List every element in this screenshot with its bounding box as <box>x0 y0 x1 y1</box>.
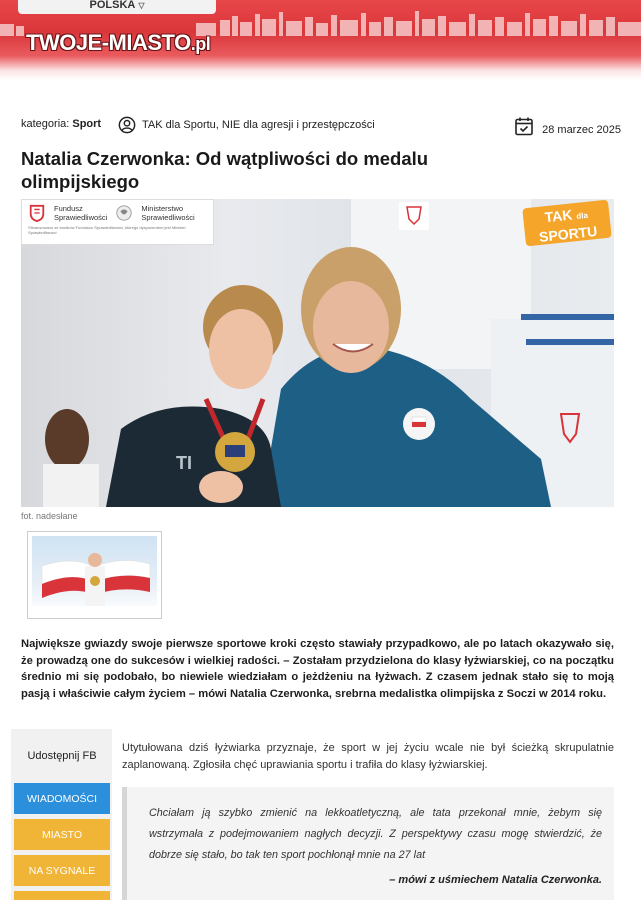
fundusz-shield-icon <box>28 204 46 222</box>
article-body-paragraph: Utytułowana dziś łyżwiarka przyznaje, że sport w jej życiu wcale nie był ścieżką skrupulatnie zaplanowaną. Zgłosiła chęć uprawiania sportu i trafiła do klasy łyżwiarskiej. <box>122 742 614 771</box>
fund-line-2: Sprawiedliwości <box>54 213 108 222</box>
badge-dla: dla <box>575 210 589 221</box>
photo-credit: fot. nadesłane <box>21 511 78 521</box>
hero-photo[interactable] <box>21 199 614 507</box>
publish-date <box>514 116 621 136</box>
logo-main: TWOJE-MIASTO <box>26 30 191 55</box>
quote-text: Chciałam ją szybko zmienić na lekkoatletyczną, ale tata przekonał mnie, żebym się wstrzymała z podejmowaniem nagłych decyzji. Z perspektywy czasu mogę stwierdzić, że dobrze się stało, bo tak ten sport pochłonął mnie na 27 lat <box>149 807 602 861</box>
svg-text:TI: TI <box>176 453 192 473</box>
nav-miasto[interactable]: MIASTO <box>14 819 110 850</box>
region-selector[interactable] <box>18 0 216 14</box>
nav-wiadomosci[interactable]: WIADOMOŚCI <box>14 783 110 814</box>
sponsor-logos <box>21 199 214 245</box>
gallery-thumbnail[interactable] <box>27 531 162 619</box>
region-label: POLSKA <box>89 0 136 11</box>
category-link[interactable]: Sport <box>72 118 102 130</box>
nav-next-item[interactable] <box>14 891 110 900</box>
site-header <box>0 0 641 80</box>
ministry-line-2: Sprawiedliwości <box>141 213 195 222</box>
badge-sportu: SPORTU <box>538 222 598 245</box>
logo-suffix: .pl <box>190 34 211 54</box>
category-label: kategoria: <box>21 118 70 130</box>
author[interactable] <box>118 116 375 134</box>
thumbnail-illustration <box>32 536 157 614</box>
date-text: 28 marzec 2025 <box>542 124 621 136</box>
pull-quote <box>122 787 614 900</box>
chevron-down-icon: ▽ <box>138 1 145 10</box>
ministry-line-1: Ministerstwo <box>141 204 184 213</box>
author-name: TAK dla Sportu, NIE dla agresji i przestępczości <box>142 119 375 131</box>
user-circle-icon <box>118 116 136 134</box>
sponsor-note: Sfinansowano ze środków Funduszu Sprawiedliwości, którego dysponentem jest Minister Sprawiedliwości <box>28 225 186 235</box>
article-lead: Największe gwiazdy swoje pierwsze sportowe kroki często stawiały przypadkowo, ale po latach okazywało się, że prowadzą one do sukcesów i wielkiej radości. – Zostałam przydzielona do klasy łyżwiarskiej, co na początku średnio mi się podobało, bo niewiele wiedziałam o jeżdżeniu na łyżwach. Z czasem jednak stało się to moją pasją i właściwie całym życiem – mówi Natalia Czerwonka, srebrna medalistka olimpijska z Soczi w 2014 roku. <box>21 638 614 700</box>
hero-photo-illustration <box>21 199 614 507</box>
article-title: Natalia Czerwonka: Od wątpliwości do medalu olimpijskiego <box>21 148 429 192</box>
calendar-check-icon <box>514 116 534 136</box>
eagle-emblem-icon <box>115 204 133 222</box>
share-sidebar <box>11 729 112 900</box>
article-meta <box>21 116 621 140</box>
share-facebook-button[interactable]: Udostępnij FB <box>27 750 97 762</box>
fund-line-1: Fundusz <box>54 204 83 213</box>
category <box>21 118 101 130</box>
site-logo[interactable] <box>26 30 210 56</box>
quote-attribution: – mówi z uśmiechem Natalia Czerwonka. <box>389 874 602 886</box>
badge-tak: TAK <box>543 206 574 226</box>
nav-na-sygnale[interactable]: NA SYGNALE <box>14 855 110 886</box>
